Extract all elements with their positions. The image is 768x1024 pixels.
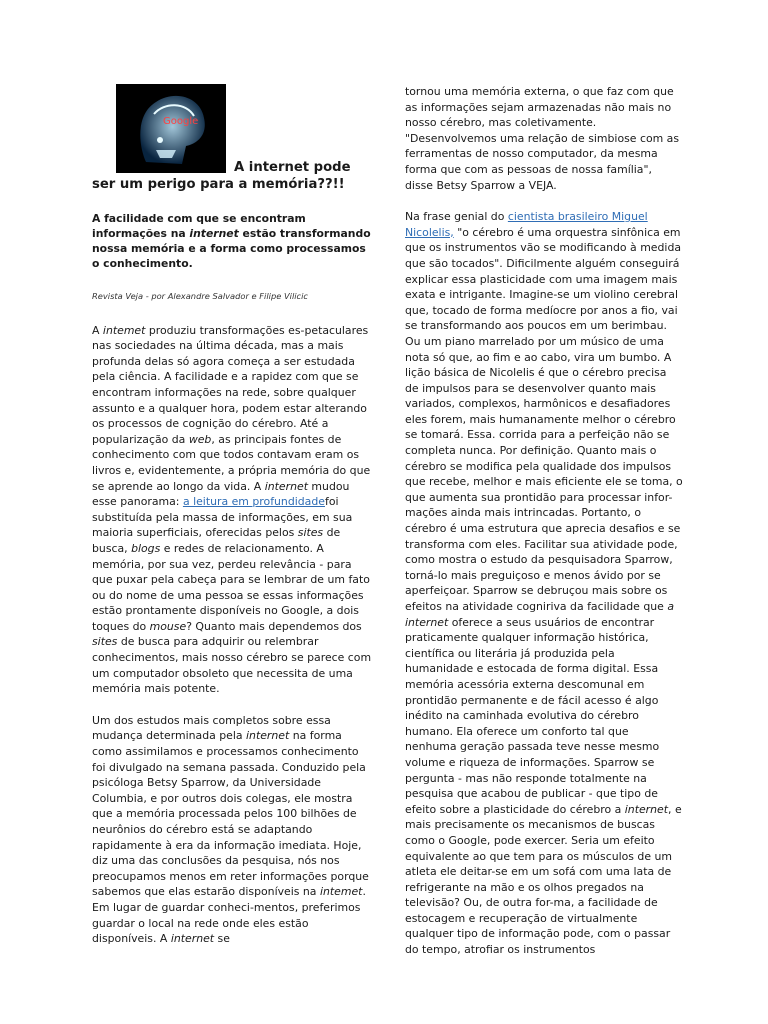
emphasis-text: web: [188, 432, 212, 446]
body-text: , e mais precisamente os mecanismos de buscas como o Google, pode exercer. Seria um efeito equivalente ao que tem para os músculos de um atleta ele deitar-se em um sofá com uma lata de refrigerante na mão e os olhos pregados na televisão? Ou, de outra for-ma, a facilidade de estocagem e recuperação de virtualmente qualquer tipo de informação pode, com o passar do tempo, atrofiar os instrumentos: [405, 802, 682, 957]
right-paragraph-1: [405, 84, 683, 193]
article-byline: Revista Veja - por Alexandre Salvador e Filipe Vilicic: [92, 291, 308, 301]
body-text: , as principais fontes de conhecimento com que todos contavam eram os livros e, evidentemente, a própria memória do que se aprende ao longo da vida. A: [92, 432, 371, 493]
xray-brain-image: [116, 84, 226, 173]
emphasis-text: internet: [264, 479, 308, 493]
inline-link[interactable]: cientista brasileiro Miguel Nicolelis,: [405, 210, 648, 239]
inline-link[interactable]: a leitura em profundidade: [182, 495, 325, 509]
body-text: ? Quanto mais dependemos dos: [186, 619, 362, 633]
body-text: mudou esse panorama:: [92, 479, 350, 509]
left-paragraph-2: [92, 713, 372, 947]
body-text: foi substituída pela massa de informações, em sua maioria superficiais, oferecidas pelos: [92, 495, 353, 540]
body-text: Um dos estudos mais completos sobre essa mudança determinada pela: [92, 713, 331, 743]
body-text: de busca,: [92, 526, 341, 555]
article-lead: [92, 211, 372, 271]
emphasis-text: intemet: [319, 885, 363, 899]
left-column: [92, 84, 372, 947]
right-paragraph-2: [405, 209, 683, 958]
lead-text-end: estão transformando nossa memória e a forma como processamos o conhecimento.: [92, 227, 371, 270]
left-paragraph-1: [92, 323, 372, 697]
body-text: . Em lugar de guardar conheci-mentos, preferimos guardar o local na rede onde eles estão disponíveis. A: [92, 885, 366, 946]
body-text: oferece a seus usuários de encontrar praticamente qualquer informação histórica, científica ou literária já produzida pela humanidade e estocada de forma digital. Essa memória acessória externa descomunal em prontidão permanente e de fácil acesso é algo inédito na caminhada evolutiva do cérebro humano. Ela oferece um conforto tal que nenhuma geração passada teve nesse mesmo volume e riqueza de informações. Sparrow se pergunta - mas não responde totalmente na pesquisa que acabou de publicar - que tipo de efeito sobre a plasticidade do cérebro a: [405, 615, 660, 816]
emphasis-text: blogs: [131, 541, 161, 555]
lead-text: A facilidade com que se encontram informações na: [92, 212, 306, 240]
body-text: tornou uma memória externa, o que faz com que as informações sejam armazenadas não mais no nosso cérebro, mas coletivamente. "Desenvolvemos uma relação de simbiose com as ferramentas de nosso computador, da mesma forma que com as pessoas de nossa família", disse Betsy Sparrow a VEJA.: [405, 85, 680, 192]
body-text: se: [214, 932, 230, 946]
emphasis-text: internet: [624, 802, 669, 816]
emphasis-text: sites: [92, 635, 118, 649]
right-column: [405, 84, 683, 958]
body-text: Na frase genial do: [405, 210, 508, 224]
lead-emphasis: internet: [189, 227, 239, 240]
emphasis-text: mouse: [149, 619, 187, 633]
body-text: na forma como assimilamos e processamos conhecimento foi divulgado na semana passada. Conduzido pela psicóloga Betsy Sparrow, da Universidade Columbia, e por outros dois colegas, ele mostra que a memória processada pelos 100 bilhões de neurônios do cérebro está se adaptando rapidamente à era da informação imediata. Hoje, diz uma das conclusões da pesquisa, nós nos preocupamos menos em reter informações porque sabemos que elas estarão disponíveis na: [92, 729, 369, 899]
body-text: de busca para adquirir ou relembrar conhecimentos, mais nosso cérebro se parece com um computador obsoleto que necessita de uma memória mais potente.: [92, 635, 372, 696]
body-text: produziu transformações es-petaculares nas sociedades na última década, mas a mais profunda delas só agora começa a ser estudada pela ciência. A facilidade e a rapidez com que se encontram informações na rede, sobre qualquer assunto e a qualquer hora, podem estar alterando os processos de cognição do cérebro. Até a popularização da: [92, 323, 369, 446]
body-text: "o cérebro é uma orquestra sinfônica em que os instrumentos vão se modificando à medida que são tocados". Dificilmente alguém conseguirá explicar essa plasticidade com uma imagem mais exata e intrigante. Imagine-se um violino cerebral que, tocado de forma medíocre por anos a fio, vai se transformando aos poucos em um berimbau. Ou um piano marrelado por um músico de uma nota só que, ao fim e ao cabo, vira um bumbo. A lição básica de Nicolelis é que o cérebro precisa de impulsos para se desenvolver quanto mais variados, complexos, harmônicos e desafiadores eles forem, mais humanamente melhor o cérebro se tomará. Essa. corrida para a perfeição não se completa nunca. Por definição. Quanto mais o cérebro se modifica pela qualidade dos impulsos que recebe, melhor e mais eficiente ele se toma, o que aumenta sua prontidão para processar infor-mações ainda mais intrincadas. Portanto, o cérebro é uma estrutura que aprecia desafios e se transforma com eles. Facilitar sua atividade pode, como mostra o estudo da pesquisadora Sparrow, torná-lo mais preguiçoso e menos ávido por se aperfeiçoar. Sparrow se debruçou mais sobre os efeitos na atividade cogniriva da facilidade que: [405, 225, 683, 613]
title-line-2: ser um perigo para a memória??!!: [92, 177, 345, 192]
emphasis-text: a internet: [405, 600, 674, 629]
body-text: A: [92, 323, 103, 337]
emphasis-text: sites: [297, 526, 324, 540]
body-text: e redes de relacionamento. A memória, por sua vez, perdeu relevância - para que puxar pela cabeça para se lembrar de um fato ou do nome de uma pessoa se essas informações estão prontamente disponíveis no Google, a dois toques do: [92, 541, 370, 633]
title-line-1: A internet pode: [234, 160, 351, 175]
emphasis-text: intemet: [102, 323, 146, 337]
emphasis-text: internet: [246, 729, 290, 743]
emphasis-text: internet: [170, 932, 215, 946]
google-logo-text: Google: [163, 116, 199, 127]
